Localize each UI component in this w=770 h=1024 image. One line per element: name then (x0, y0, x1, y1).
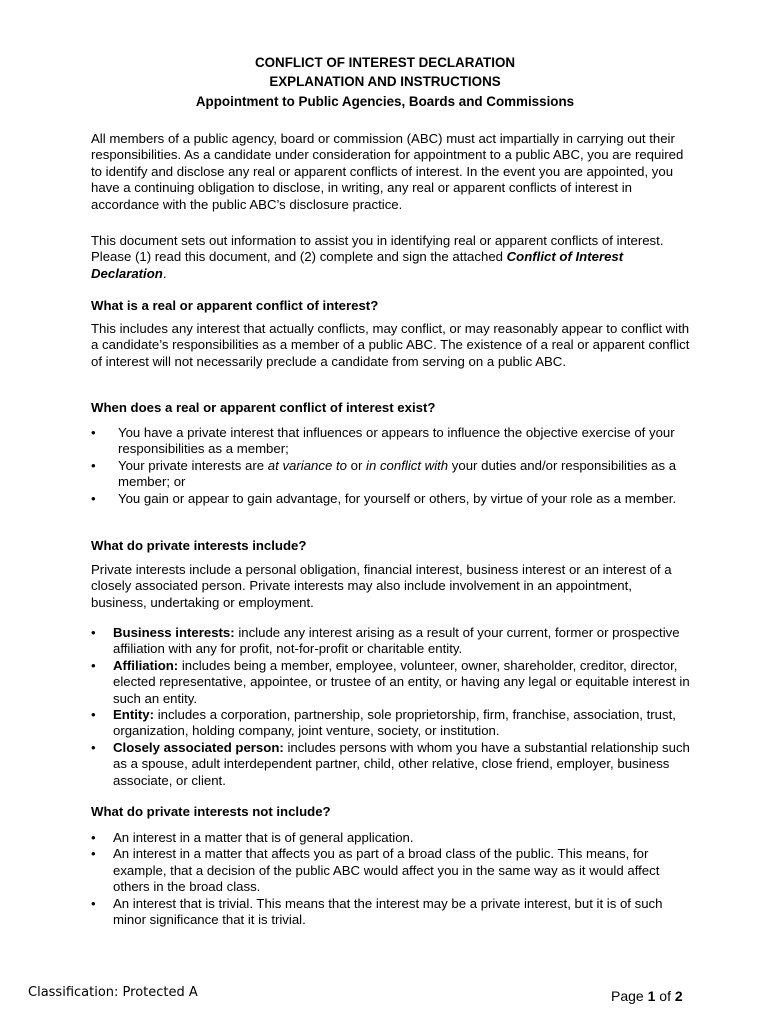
list-item (91, 625, 691, 658)
bullet-icon: • (91, 846, 96, 862)
list-item (91, 830, 691, 846)
list-item (91, 658, 691, 707)
section-body-private-interests: Private interests include a personal obligation, financial interest, business interest or an interest of a closely associated person. Private interests may also include involvement in an appointment, business, undertaking or employment. (91, 562, 672, 610)
term-label: Closely associated person: (113, 739, 284, 755)
section-heading-private-interests: What do private interests include? (91, 538, 307, 553)
document-subtitle: EXPLANATION AND INSTRUCTIONS (269, 74, 501, 89)
bullet-icon: • (91, 707, 96, 723)
private-interests-list (91, 625, 691, 789)
declaration-reference: Conflict of Interest Declaration (91, 249, 624, 281)
section-body-real-conflict: This includes any interest that actually conflicts, may conflict, or may reasonably appear to conflict with a candidate’s responsibilities as a member of a public ABC. The existence of a real or apparent conflict of interest will not necessarily preclude a candidate from serving on a public ABC. (91, 321, 690, 369)
section-heading-not-include: What do private interests not include? (91, 804, 331, 819)
not-include-list (91, 830, 691, 928)
list-item-text: You gain or appear to gain advantage, for yourself or others, by virtue of your role as a member. (118, 490, 677, 506)
page-number (611, 988, 683, 1004)
emphasis-text: at variance to (267, 457, 347, 473)
term-definition: includes a corporation, partnership, sole proprietorship, firm, franchise, association, trust, organization, holding company, joint venture, society, or institution. (113, 707, 676, 739)
when-exist-list (91, 425, 691, 507)
list-item (91, 740, 691, 789)
list-item-text: An interest in a matter that affects you as part of a broad class of the public. This means, for example, that a decision of the public ABC would affect you in the same way as it would affect others in the broad class. (113, 846, 660, 895)
term-label: Affiliation: (113, 657, 179, 673)
intro-paragraph-2-text: This document sets out information to assist you in identifying real or apparent conflicts of interest. Please (1) read this document, and (2) complete and sign the attached (91, 233, 664, 265)
list-item (91, 846, 691, 895)
list-item (91, 458, 691, 491)
list-item-text: or (346, 457, 367, 473)
bullet-icon: • (91, 625, 96, 640)
list-item (91, 896, 691, 929)
list-item-text: An interest in a matter that is of general application. (113, 830, 414, 845)
list-item-text: your duties and/or responsibilities as a member; or (118, 457, 677, 490)
list-item-text: You have a private interest that influences or appears to influence the objective exercise of your responsibilities as a member; (118, 425, 675, 457)
section-heading-real-conflict: What is a real or apparent conflict of interest? (91, 298, 379, 313)
bullet-icon: • (91, 657, 96, 673)
page-label: Page (611, 988, 648, 1004)
emphasis-text: in conflict with (366, 457, 449, 473)
total-pages: 2 (674, 988, 683, 1004)
list-item (91, 425, 691, 458)
bullet-icon: • (91, 830, 96, 845)
document-title: CONFLICT OF INTEREST DECLARATION (254, 55, 516, 70)
term-definition: include any interest arising as a result of your current, former or prospective affiliation with any for profit, not-for-profit or charitable entity. (113, 625, 680, 657)
term-label: Entity: (113, 707, 155, 723)
list-item-text: An interest that is trivial. This means that the interest may be a private interest, but it is of such minor significance that it is trivial. (113, 895, 663, 928)
bullet-icon: • (91, 457, 96, 473)
list-item (91, 491, 691, 507)
document-subtitle-appointment: Appointment to Public Agencies, Boards and Commissions (195, 94, 575, 109)
page-of: of (655, 988, 675, 1004)
bullet-icon: • (91, 895, 96, 911)
current-page: 1 (647, 988, 656, 1004)
intro-paragraph-2-end: . (162, 265, 167, 281)
classification-label: Classification: Protected A (28, 985, 198, 1000)
section-heading-when-exist: When does a real or apparent conflict of interest exist? (91, 400, 436, 415)
bullet-icon: • (91, 490, 96, 506)
intro-paragraph-2 (91, 233, 691, 282)
term-definition: includes being a member, employee, volunteer, owner, shareholder, creditor, director, elected representative, appointee, or trustee of an entity, or having any legal or equitable interest in such an entity. (113, 657, 690, 706)
bullet-icon: • (91, 425, 96, 440)
list-item (91, 707, 691, 740)
term-label: Business interests: (113, 625, 235, 640)
term-definition: includes persons with whom you have a substantial relationship such as a spouse, adult interdependent partner, child, other relative, close friend, employer, business associate, or client. (113, 739, 690, 788)
list-item-text: Your private interests are (118, 457, 268, 473)
bullet-icon: • (91, 739, 96, 755)
intro-paragraph-1: All members of a public agency, board or commission (ABC) must act impartially in carrying out their responsibilities. As a candidate under consideration for appointment to a public ABC, you are required to identify and disclose any real or apparent conflicts of interest. In the event you are appointed, you have a continuing obligation to disclose, in writing, any real or apparent conflicts of interest in accordance with the public ABC’s disclosure practice. (91, 131, 684, 212)
